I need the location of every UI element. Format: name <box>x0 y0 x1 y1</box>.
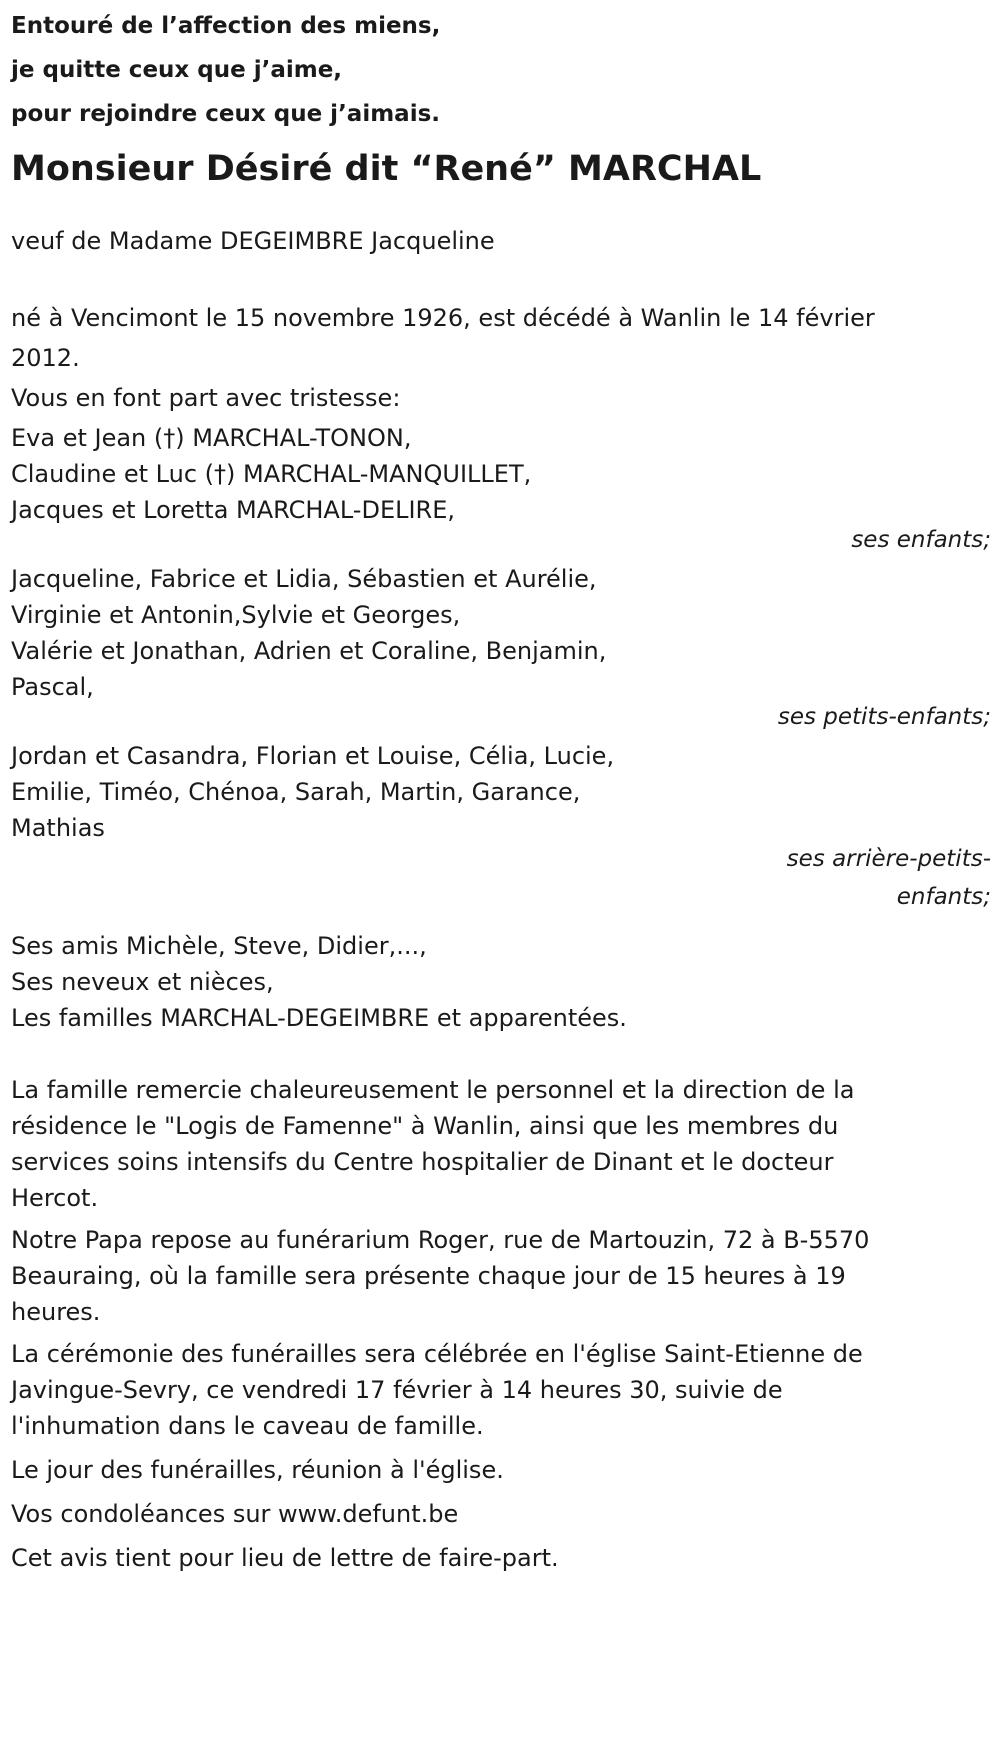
family-line: Mathias <box>11 814 105 842</box>
role-label: ses enfants; <box>851 527 991 553</box>
epitaph-line: Entouré de l’affection des miens, <box>11 13 441 39</box>
deceased-name: Monsieur Désiré dit “René” MARCHAL <box>11 149 762 189</box>
obituary-notice <box>11 0 991 1576</box>
birth-death-line: né à Vencimont le 15 novembre 1926, est décédé à Wanlin le 14 février 2012. <box>11 304 875 372</box>
children-group <box>11 418 991 559</box>
role-label: ses petits-enfants; <box>777 704 991 730</box>
great-grandchildren-group <box>11 736 991 916</box>
epitaph <box>11 4 991 136</box>
ceremony-paragraph: La cérémonie des funérailles sera célébrée en l'église Saint-Etienne de Javingue-Sevry, ce vendredi 17 février à 14 heures 30, suivie de l'inhumation dans le caveau de famille. <box>11 1340 863 1440</box>
rest-paragraph: Notre Papa repose au funérarium Roger, rue de Martouzin, 72 à B-5570 Beauraing, où la famille sera présente chaque jour de 15 heures à 19 heures. <box>11 1226 870 1326</box>
family-line: Pascal, <box>11 673 94 701</box>
family-line: Virginie et Antonin,Sylvie et Georges, <box>11 601 461 629</box>
epitaph-line: je quitte ceux que j’aime, <box>11 57 343 83</box>
thanks-paragraph: La famille remercie chaleureusement le personnel et la direction de la résidence le "Logis de Famenne" à Wanlin, ainsi que les membres du services soins intensifs du Centre hospitalier de Dinant et le docteur Hercot. <box>11 1076 855 1212</box>
family-line: Ses amis Michèle, Steve, Didier,..., <box>11 932 427 960</box>
epitaph-line: pour rejoindre ceux que j’aimais. <box>11 101 441 127</box>
family-line: Les familles MARCHAL-DEGEIMBRE et apparentées. <box>11 1004 627 1032</box>
family-line: Jordan et Casandra, Florian et Louise, Célia, Lucie, <box>11 742 615 770</box>
announce-line: Vous en font part avec tristesse: <box>11 384 401 412</box>
family-line: Jacques et Loretta MARCHAL-DELIRE, <box>11 496 456 524</box>
family-line: Valérie et Jonathan, Adrien et Coraline, Benjamin, <box>11 637 607 665</box>
family-line: Jacqueline, Fabrice et Lidia, Sébastien et Aurélie, <box>11 565 597 593</box>
family-line: Eva et Jean (†) MARCHAL-TONON, <box>11 424 412 452</box>
role-label: ses arrière-petits-enfants; <box>786 846 991 910</box>
other-relatives <box>11 926 961 1038</box>
family-line: Ses neveux et nièces, <box>11 968 274 996</box>
family-line: Claudine et Luc (†) MARCHAL-MANQUILLET, <box>11 460 532 488</box>
condolences-paragraph: Vos condoléances sur www.defunt.be <box>11 1500 459 1528</box>
notice-paragraph: Cet avis tient pour lieu de lettre de faire-part. <box>11 1544 559 1572</box>
widow-line: veuf de Madame DEGEIMBRE Jacqueline <box>11 227 495 255</box>
family-line: Emilie, Timéo, Chénoa, Sarah, Martin, Garance, <box>11 778 581 806</box>
grandchildren-group <box>11 559 991 736</box>
gathering-paragraph: Le jour des funérailles, réunion à l'église. <box>11 1456 504 1484</box>
